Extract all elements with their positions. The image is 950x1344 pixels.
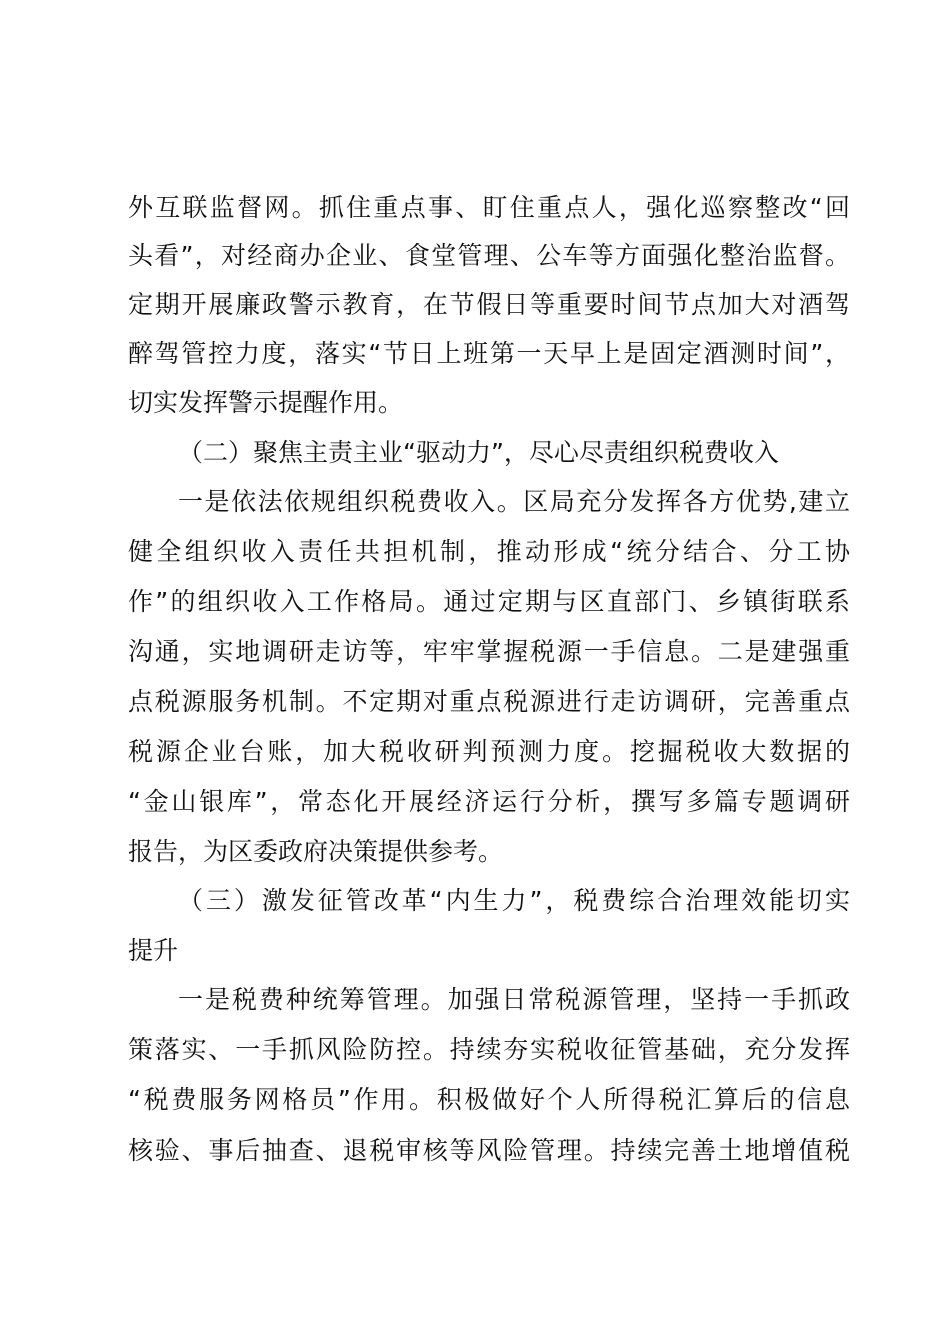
text-line: 作”的组织收入工作格局。通过定期与区直部门、乡镇街联系 (128, 587, 850, 616)
text-line: 沟通，实地调研走访等，牢牢掌握税源一手信息。二是建强重 (128, 637, 850, 666)
text-line: 报告，为区委政府决策提供参考。 (128, 837, 504, 866)
text-line: 核验、事后抽查、退税审核等风险管理。持续完善土地增值税 (128, 1136, 850, 1165)
text-line: 一是税费种统筹管理。加强日常税源管理，坚持一手抓政 (178, 985, 850, 1014)
text-line: 健全组织收入责任共担机制，推动形成“统分结合、分工协 (128, 537, 850, 566)
text-line: 一是依法依规组织税费收入。区局充分发挥各方优势,建立 (178, 487, 850, 516)
text-line: 税源企业台账，加大税收研判预测力度。挖掘税收大数据的 (128, 737, 850, 766)
text-line: “金山银库”，常态化开展经济运行分析，撰写多篇专题调研 (128, 787, 850, 816)
text-line: 定期开展廉政警示教育，在节假日等重要时间节点加大对酒驾 (128, 290, 850, 319)
text-line: 外互联监督网。抓住重点事、盯住重点人，强化巡察整改“回 (128, 193, 850, 222)
section-heading-continued: 提升 (128, 936, 179, 965)
section-heading: （三）激发征管改革“内生力”，税费综合治理效能切实 (178, 886, 850, 915)
text-line: 点税源服务机制。不定期对重点税源进行走访调研，完善重点 (128, 687, 850, 716)
section-heading: （二）聚焦主责主业“驱动力”，尽心尽责组织税费收入 (178, 438, 779, 467)
text-line: 头看”，对经商办企业、食堂管理、公车等方面强化整治监督。 (128, 241, 850, 270)
text-line: “税费服务网格员”作用。积极做好个人所得税汇算后的信息 (128, 1085, 850, 1114)
text-line: 策落实、一手抓风险防控。持续夯实税收征管基础，充分发挥 (128, 1035, 850, 1064)
text-line: 醉驾管控力度，落实“节日上班第一天早上是固定酒测时间”， (128, 339, 850, 368)
text-line: 切实发挥警示提醒作用。 (128, 388, 404, 417)
